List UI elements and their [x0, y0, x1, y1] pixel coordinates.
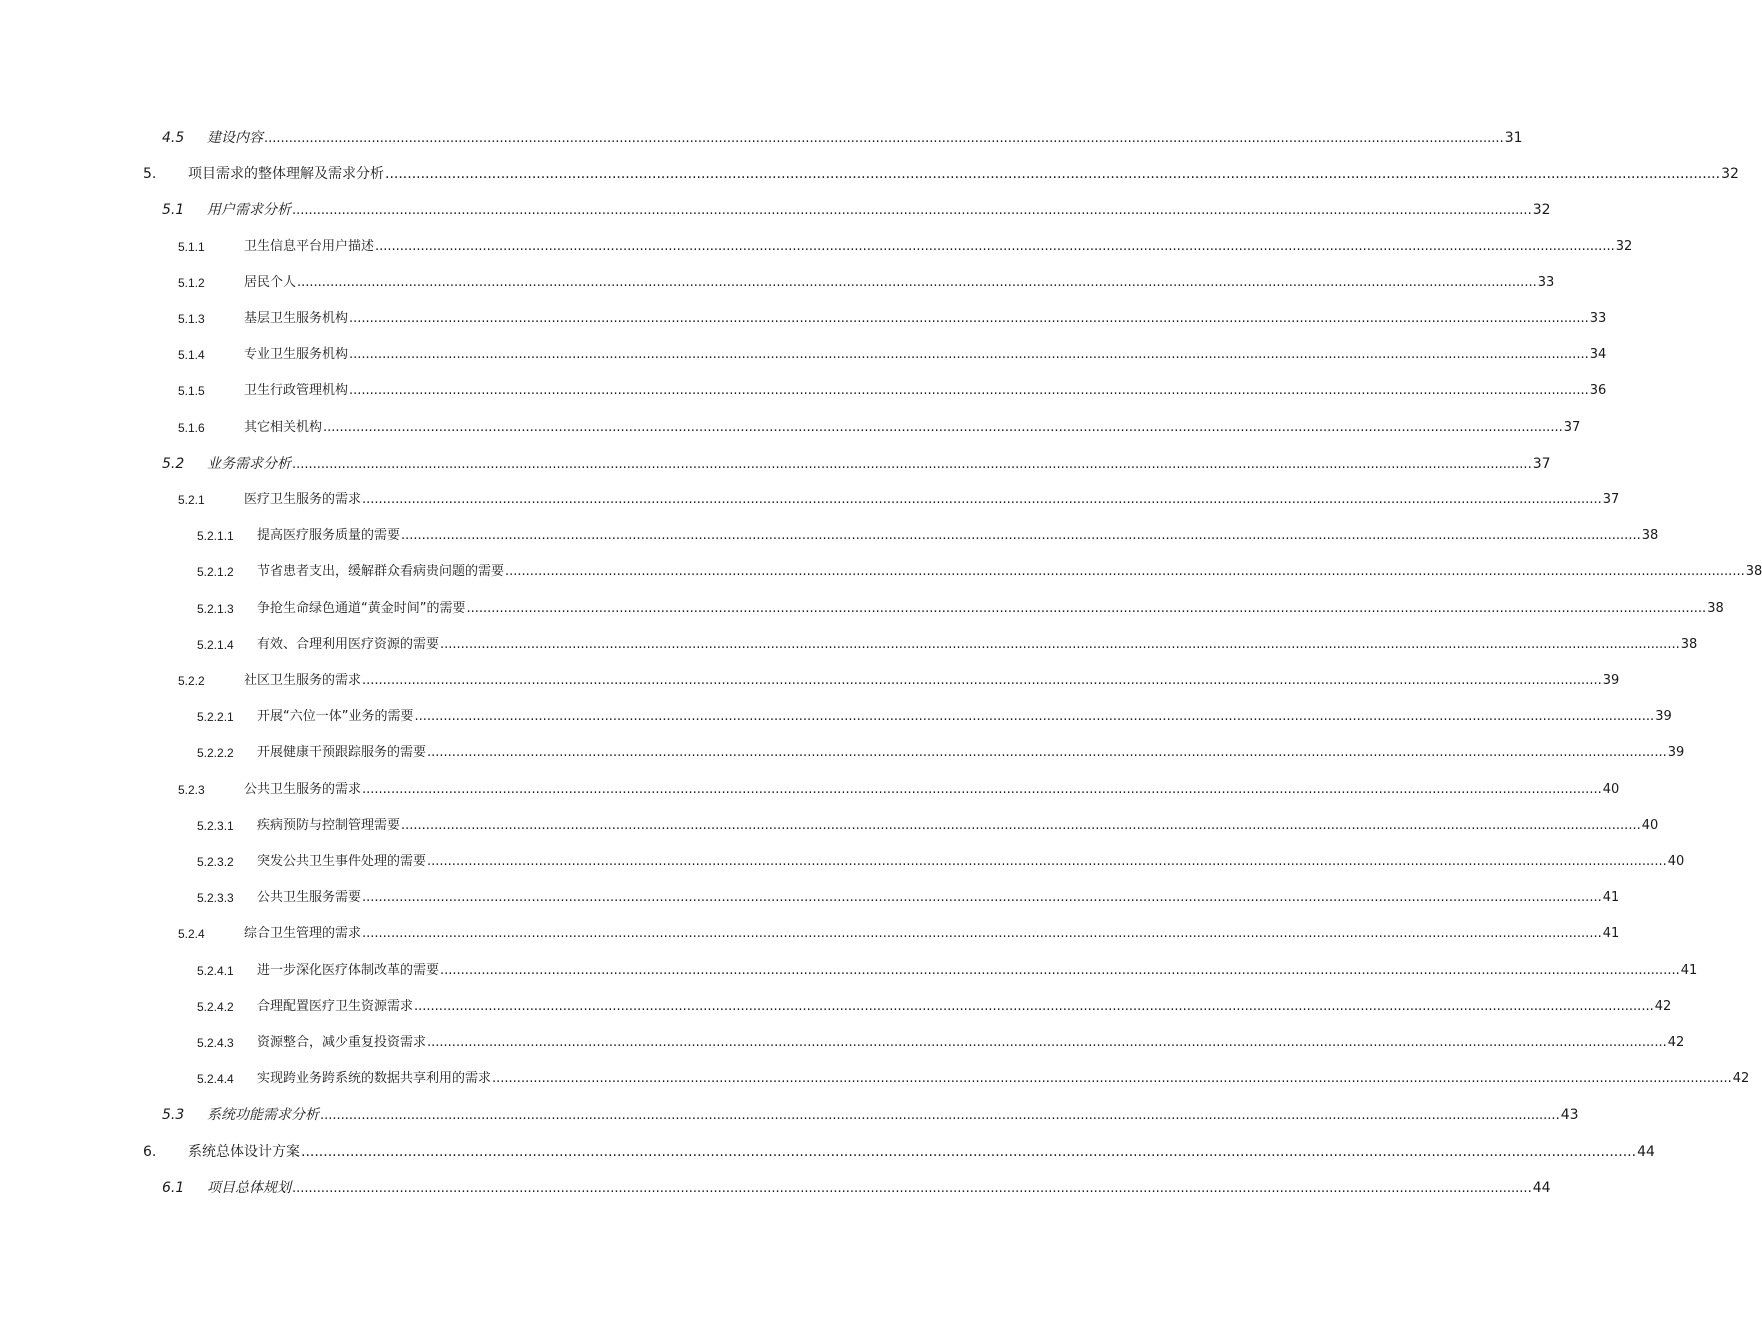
toc-entry-title: 争抢生命绿色通道“黄金时间”的需要	[257, 600, 466, 616]
toc-entry-title: 居民个人	[244, 274, 297, 290]
toc-entry-page: 38	[1680, 636, 1698, 652]
toc-leader-dots: ............................................................................................................................................................................................................................................................................................................	[301, 1143, 1637, 1160]
toc-entry[interactable]	[0, 995, 1672, 1019]
toc-entry-title: 进一步深化医疗体制改革的需要	[257, 962, 440, 978]
toc-entry-title: 开展“六位一体”业务的需要	[257, 709, 414, 725]
toc-entry-title: 公共卫生服务需要	[257, 890, 362, 906]
toc-leader-dots: ............................................................................................................................................................................................................................................................................................................	[264, 131, 1504, 146]
toc-entry-number: 5.2.1.2	[197, 565, 234, 580]
toc-entry-number: 5.2.4.1	[197, 963, 234, 978]
toc-leader-dots: ............................................................................................................................................................................................................................................................................................................	[320, 1108, 1560, 1124]
toc-entry-number: 5.2.1	[178, 493, 205, 507]
toc-entry-number: 5.	[143, 166, 157, 183]
toc-entry-title: 医疗卫生服务的需求	[244, 492, 362, 507]
toc-entry-page: 34	[1589, 347, 1607, 363]
toc-entry[interactable]	[0, 162, 1739, 186]
toc-entry-number: 5.2.2	[178, 674, 205, 688]
toc-leader-dots: ............................................................................................................................................................................................................................................................................................................	[362, 926, 1602, 942]
toc-entry[interactable]	[0, 452, 1551, 476]
toc-entry-number: 4.5	[162, 130, 185, 146]
toc-entry[interactable]	[0, 705, 1672, 729]
toc-leader-dots: ............................................................................................................................................................................................................................................................................................................	[427, 854, 1667, 869]
toc-entry-title: 项目需求的整体理解及需求分析	[188, 166, 384, 183]
toc-entry-number: 5.2.1.3	[197, 601, 234, 616]
toc-leader-dots: ............................................................................................................................................................................................................................................................................................................	[362, 890, 1602, 906]
toc-leader-dots: ............................................................................................................................................................................................................................................................................................................	[505, 564, 1745, 580]
toc-entry-number: 5.1.2	[178, 275, 205, 290]
toc-entry-page: 33	[1537, 274, 1555, 290]
toc-entry-page: 38	[1745, 564, 1762, 580]
toc-entry[interactable]	[0, 1103, 1579, 1127]
toc-entry-page: 36	[1589, 383, 1607, 399]
toc-entry-page: 42	[1667, 1035, 1685, 1050]
toc-entry-page: 44	[1532, 1179, 1551, 1196]
toc-entry-title: 项目总体规划	[207, 1179, 291, 1196]
toc-leader-dots: ............................................................................................................................................................................................................................................................................................................	[427, 745, 1667, 761]
toc-entry-number: 5.2.3.2	[197, 855, 234, 869]
toc-leader-dots: ............................................................................................................................................................................................................................................................................................................	[297, 274, 1537, 290]
toc-entry-title: 资源整合，减少重复投资需求	[257, 1035, 427, 1050]
toc-entry-page: 37	[1602, 492, 1620, 507]
toc-entry-number: 5.1.4	[178, 348, 205, 363]
toc-entry-title: 卫生行政管理机构	[244, 383, 349, 399]
toc-entry-number: 5.2	[162, 455, 185, 472]
toc-entry-number: 5.2.4.3	[197, 1036, 234, 1050]
toc-entry-number: 5.1.5	[178, 384, 205, 399]
toc-entry-page: 32	[1532, 202, 1551, 219]
toc-entry-page: 42	[1654, 998, 1672, 1014]
toc-entry-title: 卫生信息平台用户描述	[244, 238, 375, 254]
toc-leader-dots: ............................................................................................................................................................................................................................................................................................................	[349, 347, 1589, 363]
toc-leader-dots: ............................................................................................................................................................................................................................................................................................................	[414, 998, 1654, 1014]
toc-entry-number: 5.2.4.2	[197, 999, 234, 1014]
toc-entry-title: 节省患者支出，缓解群众看病贵问题的需要	[257, 564, 505, 580]
toc-entry-page: 40	[1667, 854, 1685, 869]
toc-entry-page: 31	[1504, 130, 1523, 146]
toc-leader-dots: ............................................................................................................................................................................................................................................................................................................	[349, 311, 1589, 326]
toc-entry[interactable]	[0, 669, 1620, 693]
toc-entry-page: 38	[1641, 528, 1659, 544]
toc-entry-number: 5.2.3.3	[197, 891, 234, 906]
toc-entry-title: 系统总体设计方案	[188, 1143, 300, 1160]
toc-leader-dots: ............................................................................................................................................................................................................................................................................................................	[385, 166, 1721, 183]
toc-entry-title: 用户需求分析	[207, 202, 291, 219]
toc-entry-title: 其它相关机构	[244, 419, 323, 435]
toc-entry[interactable]	[0, 959, 1698, 983]
toc-entry-title: 建设内容	[207, 130, 263, 146]
toc-entry-page: 40	[1641, 817, 1659, 833]
toc-entry[interactable]	[0, 488, 1620, 512]
toc-entry[interactable]	[0, 343, 1607, 367]
toc-entry[interactable]	[0, 1031, 1685, 1055]
toc-entry-page: 39	[1602, 673, 1620, 688]
toc-entry-number: 6.1	[162, 1179, 185, 1196]
toc-entry-page: 32	[1721, 166, 1739, 183]
toc-entry-number: 5.1.1	[178, 239, 205, 254]
toc-entry-title: 业务需求分析	[207, 455, 291, 472]
toc-leader-dots: ............................................................................................................................................................................................................................................................................................................	[362, 492, 1602, 507]
toc-entry-page: 44	[1637, 1143, 1655, 1160]
toc-leader-dots: ............................................................................................................................................................................................................................................................................................................	[292, 203, 1532, 219]
toc-entry-number: 5.2.2.1	[197, 710, 234, 725]
toc-entry-title: 实现跨业务跨系统的数据共享利用的需求	[257, 1071, 492, 1087]
toc-entry[interactable]	[0, 1176, 1551, 1200]
toc-entry[interactable]	[0, 1067, 1750, 1091]
toc-entry-page: 33	[1589, 311, 1607, 326]
toc-entry-number: 5.1	[162, 202, 185, 219]
toc-leader-dots: ............................................................................................................................................................................................................................................................................................................	[414, 709, 1655, 725]
toc-leader-dots: ............................................................................................................................................................................................................................................................................................................	[466, 600, 1707, 616]
toc-leader-dots: ............................................................................................................................................................................................................................................................................................................	[440, 636, 1680, 652]
toc-entry-number: 5.2.4.4	[197, 1072, 234, 1087]
toc-entry-number: 5.2.1.4	[197, 637, 234, 652]
toc-entry-page: 32	[1615, 238, 1633, 254]
toc-entry-title: 基层卫生服务机构	[244, 311, 349, 326]
toc-entry-number: 5.2.1.1	[197, 529, 234, 544]
toc-leader-dots: ............................................................................................................................................................................................................................................................................................................	[292, 456, 1532, 472]
toc-entry-number: 5.1.3	[178, 312, 205, 326]
toc-entry-title: 合理配置医疗卫生资源需求	[257, 998, 414, 1014]
toc-entry-number: 5.2.4	[178, 927, 205, 942]
toc-leader-dots: ............................................................................................................................................................................................................................................................................................................	[362, 781, 1602, 797]
toc-entry-page: 37	[1563, 419, 1581, 435]
toc-entry-title: 公共卫生服务的需求	[244, 781, 362, 797]
toc-entry[interactable]	[0, 524, 1659, 548]
toc-entry[interactable]	[0, 126, 1523, 150]
toc-leader-dots: ............................................................................................................................................................................................................................................................................................................	[323, 419, 1563, 435]
toc-entry-page: 42	[1732, 1071, 1750, 1087]
toc-entry[interactable]	[0, 922, 1620, 946]
toc-entry-page: 37	[1532, 455, 1551, 472]
toc-entry-number: 6.	[143, 1143, 157, 1160]
toc-entry-number: 5.3	[162, 1107, 185, 1124]
toc-entry-page: 38	[1707, 600, 1724, 616]
toc-entry[interactable]	[0, 271, 1555, 295]
toc-entry-number: 5.2.3	[178, 782, 205, 797]
toc-entry-page: 41	[1680, 962, 1698, 978]
toc-entry[interactable]	[0, 379, 1607, 403]
toc-entry[interactable]	[0, 850, 1685, 874]
toc-leader-dots: ............................................................................................................................................................................................................................................................................................................	[362, 673, 1602, 688]
toc-entry-title: 突发公共卫生事件处理的需要	[257, 854, 427, 869]
toc-entry[interactable]	[0, 235, 1633, 259]
toc-entry[interactable]	[0, 1140, 1655, 1164]
toc-leader-dots: ............................................................................................................................................................................................................................................................................................................	[349, 383, 1589, 399]
toc-entry-number: 5.2.2.2	[197, 746, 234, 761]
toc-entry-title: 疾病预防与控制管理需要	[257, 817, 401, 833]
toc-entry-number: 5.2.3.1	[197, 818, 234, 833]
toc-leader-dots: ............................................................................................................................................................................................................................................................................................................	[427, 1035, 1667, 1050]
toc-entry-title: 开展健康干预跟踪服务的需要	[257, 745, 427, 761]
toc-entry-title: 系统功能需求分析	[207, 1107, 319, 1124]
toc-entry[interactable]	[0, 778, 1620, 802]
toc-entry-page: 41	[1602, 926, 1620, 942]
toc-entry-title: 综合卫生管理的需求	[244, 926, 362, 942]
toc-entry[interactable]	[0, 633, 1698, 657]
toc-leader-dots: ............................................................................................................................................................................................................................................................................................................	[440, 962, 1680, 978]
toc-leader-dots: ............................................................................................................................................................................................................................................................................................................	[292, 1180, 1532, 1196]
toc-entry-page: 40	[1602, 781, 1620, 797]
toc-entry[interactable]	[0, 198, 1551, 222]
toc-entry-title: 有效、合理利用医疗资源的需要	[257, 636, 440, 652]
toc-leader-dots: ............................................................................................................................................................................................................................................................................................................	[401, 817, 1641, 833]
toc-entry-number: 5.1.6	[178, 420, 205, 435]
toc-entry-page: 41	[1602, 890, 1620, 906]
toc-entry-title: 社区卫生服务的需求	[244, 673, 362, 688]
toc-entry-page: 43	[1560, 1107, 1579, 1124]
toc-entry[interactable]	[0, 597, 1724, 621]
toc-entry[interactable]	[0, 814, 1659, 838]
toc-entry[interactable]	[0, 560, 1762, 584]
toc-entry[interactable]	[0, 307, 1607, 331]
toc-entry-title: 提高医疗服务质量的需要	[257, 528, 401, 544]
toc-entry[interactable]	[0, 741, 1685, 765]
toc-entry[interactable]	[0, 886, 1620, 910]
toc-leader-dots: ............................................................................................................................................................................................................................................................................................................	[492, 1071, 1732, 1087]
toc-leader-dots: ............................................................................................................................................................................................................................................................................................................	[375, 238, 1615, 254]
toc-entry[interactable]	[0, 416, 1581, 440]
toc-entry-page: 39	[1655, 709, 1672, 725]
toc-leader-dots: ............................................................................................................................................................................................................................................................................................................	[401, 528, 1641, 544]
toc-entry-title: 专业卫生服务机构	[244, 347, 349, 363]
toc-entry-page: 39	[1667, 745, 1685, 761]
